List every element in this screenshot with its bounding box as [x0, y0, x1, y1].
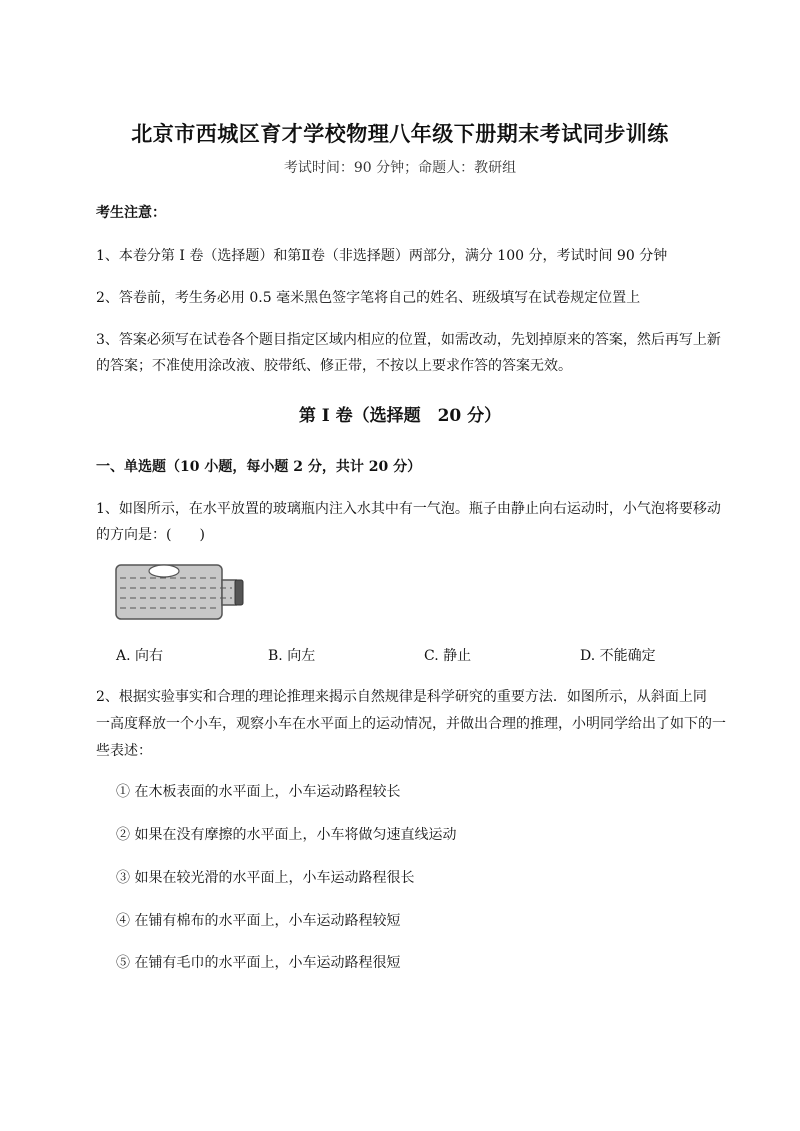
statement-3: ③ 如果在较光滑的水平面上，小车运动路程很长 [116, 870, 415, 886]
statement-5: ⑤ 在铺有毛巾的水平面上，小车运动路程很短 [116, 955, 401, 971]
exam-subtitle: 考试时间：90 分钟；命题人：教研组 [283, 160, 517, 176]
bottle-neck [222, 580, 236, 605]
air-bubble [149, 565, 179, 577]
notice-item-3-line-2: 的答案；不准使用涂改液、胶带纸、修正带，不按以上要求作答的答案无效。 [96, 358, 572, 374]
question-1-line-2: 的方向是：( ) [96, 527, 205, 543]
notice-heading: 考生注意： [96, 205, 166, 221]
option-b: B. 向左 [268, 648, 316, 664]
notice-item-3-line-1: 3、答案必须写在试卷各个题目指定区域内相应的位置，如需改动，先划掉原来的答案，然后再写上新 [96, 332, 721, 348]
statement-4: ④ 在铺有棉布的水平面上，小车运动路程较短 [116, 913, 401, 929]
notice-item-2: 2、答卷前，考生务必用 0.5 毫米黑色签字笔将自己的姓名、班级填写在试卷规定位置上 [96, 290, 641, 306]
notice-item-1: 1、本卷分第 I 卷（选择题）和第Ⅱ卷（非选择题）两部分，满分 100 分，考试时间 90 分钟 [96, 248, 668, 264]
option-c: C. 静止 [424, 648, 472, 664]
question-1-line-1: 1、如图所示，在水平放置的玻璃瓶内注入水其中有一气泡。瓶子由静止向右运动时，小气泡将要移动 [96, 501, 721, 517]
exam-title: 北京市西城区育才学校物理八年级下册期末考试同步训练 [131, 121, 669, 146]
section-title: 第 I 卷（选择题 20 分） [298, 406, 502, 426]
statement-1: ① 在木板表面的水平面上，小车运动路程较长 [116, 784, 401, 800]
option-a: A. 向右 [116, 648, 164, 664]
option-d: D. 不能确定 [580, 648, 656, 664]
bottle-cap [235, 580, 243, 605]
bottle-figure [114, 562, 248, 622]
question-2-line-1: 2、根据实验事实和合理的理论推理来揭示自然规律是科学研究的重要方法．如图所示，从斜面上同 [96, 689, 707, 705]
question-2-line-2: 一高度释放一个小车，观察小车在水平面上的运动情况，并做出合理的推理，小明同学给出了如下的一 [96, 716, 726, 732]
part-heading: 一、单选题（10 小题，每小题 2 分，共计 20 分） [96, 459, 422, 475]
question-2-line-3: 些表述： [96, 743, 152, 759]
statement-2: ② 如果在没有摩擦的水平面上，小车将做匀速直线运动 [116, 827, 457, 843]
